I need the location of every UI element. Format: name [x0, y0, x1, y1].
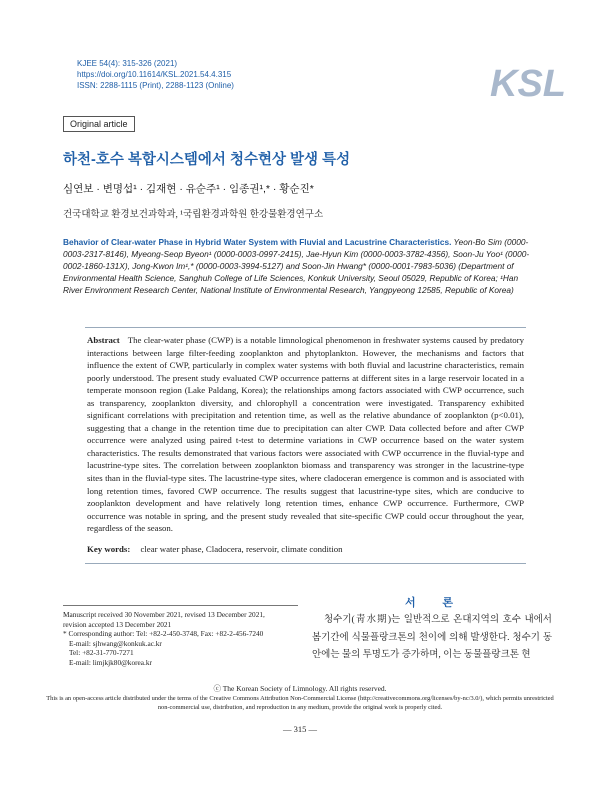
article-type-badge: Original article — [63, 116, 135, 132]
ksl-logo — [488, 58, 566, 105]
logo-text: KSL — [490, 63, 566, 105]
corresponding-author-line: * Corresponding author: Tel: +82-2-450-3748, Fax: +82-2-456-7240 — [63, 629, 264, 639]
received-line: Manuscript received 30 November 2021, revised 13 December 2021, — [63, 610, 265, 619]
english-title-block — [63, 236, 538, 296]
tel-line: Tel: +82-31-770-7271 — [69, 648, 134, 658]
copyright-notice: ⓒ The Korean Society of Limnology. All rights reserved. — [213, 684, 387, 693]
affiliation-korean: 건국대학교 환경보건과학과, ¹국립환경과학원 한강물환경연구소 — [63, 210, 324, 220]
license-notice: This is an open-access article distributed under the terms of the Creative Commons Attribution Non-Commercial License (http://creativecommons.org/licenses/by-nc/3.0/), which permits unrestricted non-commercial use, distribution, and reproduction in any medium, provide the original work is properly cited. — [46, 695, 554, 711]
authors-korean: 심연보 · 변명섭¹ · 김재현 · 유순주¹ · 임종권¹,* · 황순진* — [63, 183, 314, 195]
keywords-line — [87, 543, 524, 556]
authors-english: Yeon-Bo Sim (0000-0003-2317-8146), Myeong-Seop Byeon¹ (0000-0003-0997-2415), Jae-Hyun Kim (0000-0003-3782-4356), Soon-Ju Yoo¹ (0000-0002-1860-131X), Jong-Kwon Im¹,* (0000-0003-3994-5127) and Soon-Jin Hwang* (0000-0001-7983-5036) (Department of Environmental Health Science, Sanghuh College of Life Sciences, Konkuk University, Seoul 05029, Republic of Korea; ¹Han River Environment Research Center, National Institute of Environmental Research, Yangpyeong 12585, Republic of Korea) — [63, 237, 530, 295]
keywords-label: Key words: — [87, 543, 131, 554]
journal-header — [77, 58, 234, 91]
doi-link[interactable]: https://doi.org/10.11614/KSL.2021.54.4.315 — [77, 70, 232, 79]
abstract-section — [85, 327, 526, 564]
body-paragraph: 청수기(靑水期)는 일반적으로 온대지역의 호수 내에서 봄기간에 식물플랑크톤의 천이에 의해 발생한다. 청수기 동안에는 물의 투명도가 증가하며, 이는 동물플랑크톤 현 — [312, 615, 552, 660]
issn-line: ISSN: 2288-1115 (Print), 2288-1123 (Online) — [77, 81, 234, 90]
abstract-label: Abstract — [87, 335, 120, 345]
article-title-korean: 하천-호수 복합시스템에서 청수현상 발생 특성 — [63, 152, 351, 168]
section-heading-introduction: 서 론 — [405, 597, 466, 609]
keywords-text: clear water phase, Cladocera, reservoir, climate condition — [138, 543, 343, 554]
email-line-1[interactable]: E-mail: sjhwang@konkuk.ac.kr — [69, 638, 162, 648]
journal-citation: KJEE 54(4): 315-326 (2021) — [77, 59, 178, 68]
abstract-text: The clear-water phase (CWP) is a notable limnological phenomenon in freshwater systems caused by predatory interactions between large filter-feeding zooplankton and phytoplankton. However, the mechanisms and factors that influence the extent of CWP, particularly in complex water systems with both fluvial and lacustrine characteristics, remain poorly understood. The present study evaluated CWP occurrence patterns at different sites in a large reservoir located in a temperate monsoon region (Lake Paldang, Korea); the relationships among factors associated with CWP occurrence, such as transparency, zooplankton diversity, and chlorophyll a concentration were investigated. Transparency exhibited significant correlations with precipitation and retention time, as well as the relative abundance of zooplankton (p<0.01), suggesting that a change in the retention time due to precipitation can alter CWP. Data collected before and after CWP occurrence were analyzed using paired t-test to determine variations in CWP occurrence based on the water system characteristics. The results demonstrated that various factors were associated with CWP occurrence in the fluvial-type and lacustrine-type sites. The correlation between zooplankton biomass and transparency was stronger in the lacustrine-type sites than in the fluvial-type sites. The lacustrine-type sites, where cladoceran emergence is common and is associated with long retention times, favored CWP occurrence. The results suggest that lacustrine-type sites, which are conducive to zooplankton development and have relatively long retention times, enhance CWP occurrence. Furthermore, CWP occurrence was notable in spring, and the present study revealed that site-specific CWP could occur throughout the year, regardless of the season. — [87, 335, 524, 534]
manuscript-info — [63, 605, 298, 668]
email-line-2[interactable]: E-mail: limjkjk80@korea.kr — [69, 657, 152, 667]
article-title-english: Behavior of Clear-water Phase in Hybrid Water System with Fluvial and Lacustrine Characteristics. — [63, 237, 452, 247]
accepted-line: revision accepted 13 December 2021 — [63, 619, 172, 629]
page-number: — 315 — — [283, 724, 317, 734]
